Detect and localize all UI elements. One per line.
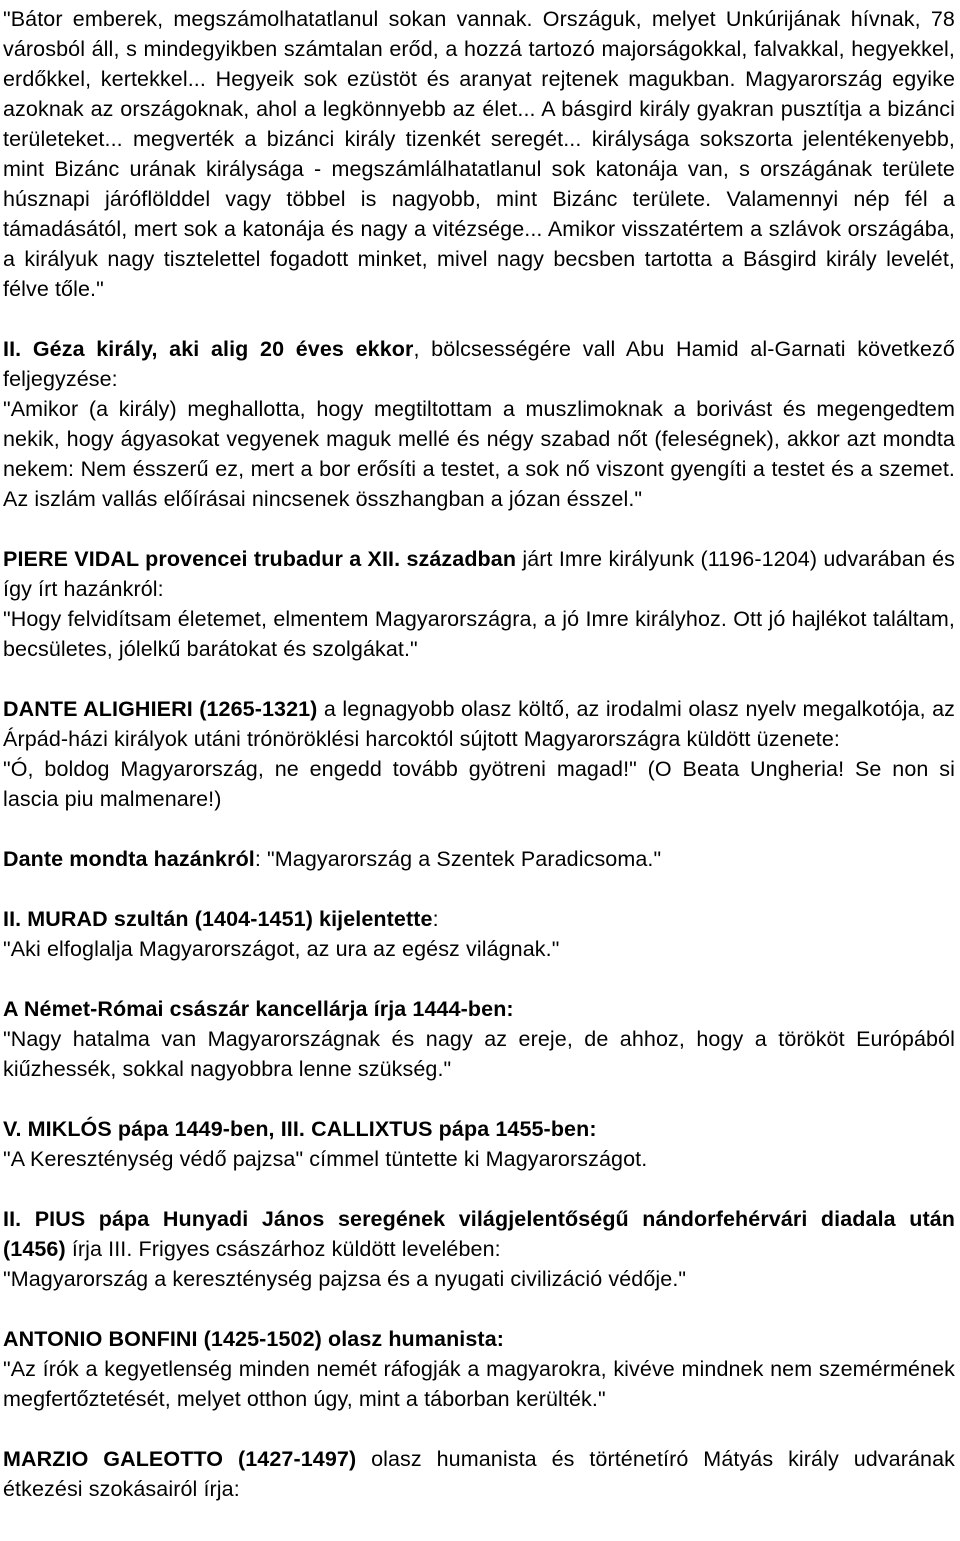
paragraph-quote xyxy=(3,1354,955,1414)
popes-block xyxy=(3,1114,955,1174)
bonfini-block xyxy=(3,1324,955,1414)
bold-lead: ANTONIO BONFINI (1425-1502) olasz humanista: xyxy=(3,1327,505,1351)
bold-lead: Dante mondta hazánkról xyxy=(3,847,255,871)
bold-lead: DANTE ALIGHIERI (1265-1321) xyxy=(3,697,318,721)
paragraph-text: , bölcsességére vall Abu Hamid al-Garnati következő feljegyzése: xyxy=(3,337,955,391)
bold-lead: A Német-Római császár kancellárja írja 1444-ben: xyxy=(3,997,514,1021)
vidal-block xyxy=(3,544,955,664)
paragraph-text: "Magyarország a kereszténység pajzsa és a nyugati civilizáció védője." xyxy=(3,1267,687,1291)
murad-block xyxy=(3,904,955,964)
paragraph-quote xyxy=(3,754,955,814)
paragraph-text: írja III. Frigyes császárhoz küldött levelében: xyxy=(65,1237,501,1261)
bold-lead: II. MURAD szultán (1404-1451) kijelentette xyxy=(3,907,433,931)
geza-block xyxy=(3,334,955,514)
paragraph-text: "Bátor emberek, megszámolhatatlanul sokan vannak. Országuk, melyet Unkúrijának hívnak, 78 városból áll, s mindegyikben számtalan erőd, a hozzá tartozó majorságokkal, falvakkal, hegyekkel, erdőkkel, kertekkel... Hegyeik sok ezüstöt és aranyat rejtenek magukban. Magyarország egyike azoknak az országoknak, ahol a legkönnyebb az élet... A básgird király gyakran pusztítja a bizánci területeket... megverték a bizánci király tizenkét seregét... királysága sokszorta jelentékenyebb, mint Bizánc urának királysága - megszámlálhatatlanul sok katonája van, s országának területe húsznapi járóflölddel vagy többel is nagyobb, mint Bizánc területe. Valamennyi nép fél a támadásától, mert sok a katonája és nagy a vitézsége... Amikor visszatértem a szlávok országába, a királyuk nagy tisztelettel fogadott minket, mivel nagy becsben tartotta a Básgird király levelét, félve tőle." xyxy=(3,7,955,301)
paragraph-heading xyxy=(3,1204,955,1264)
paragraph-text: : xyxy=(432,907,439,931)
paragraph-heading xyxy=(3,844,955,874)
paragraph-text: "Ó, boldog Magyarország, ne engedd tovább gyötreni magad!" (O Beata Ungheria! Se non si lascia piu malmenare!) xyxy=(3,757,955,811)
paragraph-text: "Amikor (a király) meghallotta, hogy megtiltottam a muszlimoknak a borivást és megengedtem nekik, hogy ágyasokat vegyenek maguk mellé és négy szabad nőt (feleségnek), akkor azt mondta nekem: Nem ésszerű ez, mert a bor erősíti a testet, a sok nő viszont gyengíti a testet és a szemet. Az iszlám vallás előírásai nincsenek összhangban a józan ésszel." xyxy=(3,397,955,511)
paragraph-heading xyxy=(3,1324,955,1354)
paragraph-heading xyxy=(3,544,955,604)
bold-lead: II. PIUS pápa Hunyadi János seregének világjelentőségű nándorfehérvári diadala után (1456) xyxy=(3,1207,955,1261)
paragraph-text: a legnagyobb olasz költő, az irodalmi olasz nyelv megalkotója, az Árpád-házi királyok utáni trónöröklési harcoktól sújtott Magyarországra küldött üzenete: xyxy=(3,697,955,751)
paragraph-quote xyxy=(3,934,955,964)
paragraph-quote xyxy=(3,1264,955,1294)
bold-lead: II. Géza király, aki alig 20 éves ekkor xyxy=(3,337,414,361)
paragraph-heading xyxy=(3,1444,955,1504)
paragraph xyxy=(3,4,955,304)
paragraph-heading xyxy=(3,904,955,934)
bold-lead: MARZIO GALEOTTO (1427-1497) xyxy=(3,1447,357,1471)
quote-hungary-block xyxy=(3,4,955,304)
paragraph-text: "A Kereszténység védő pajzsa" címmel tüntette ki Magyarországot. xyxy=(3,1147,648,1171)
pius-block xyxy=(3,1204,955,1294)
bold-lead: PIERE VIDAL provencei trubadur a XII. században xyxy=(3,547,517,571)
paragraph-quote xyxy=(3,604,955,664)
paragraph-quote xyxy=(3,1024,955,1084)
dante-block xyxy=(3,694,955,814)
galeotto-block xyxy=(3,1444,955,1504)
dante-paradise-block xyxy=(3,844,955,874)
paragraph-heading xyxy=(3,694,955,754)
paragraph-heading xyxy=(3,1114,955,1144)
paragraph-quote xyxy=(3,1144,955,1174)
paragraph-text: olasz humanista és történetíró Mátyás király udvarának étkezési szokásairól írja: xyxy=(3,1447,955,1501)
paragraph-text: járt Imre királyunk (1196-1204) udvarában és így írt hazánkról: xyxy=(3,547,955,601)
bold-lead: V. MIKLÓS pápa 1449-ben, III. CALLIXTUS pápa 1455-ben: xyxy=(3,1117,597,1141)
paragraph-text: "Nagy hatalma van Magyarországnak és nagy az ereje, de ahhoz, hogy a törököt Európából kiűzhessék, sokkal nagyobbra lenne szükség." xyxy=(3,1027,955,1081)
paragraph-text: "Az írók a kegyetlenség minden nemét ráfogják a magyarokra, kivéve mindnek nem szemérmének megfertőztetését, melyet otthon úgy, mint a táborban kerülték." xyxy=(3,1357,955,1411)
paragraph-quote xyxy=(3,394,955,514)
paragraph-text: "Hogy felvidítsam életemet, elmentem Magyarországra, a jó Imre királyhoz. Ott jó hajlékot találtam, becsületes, jólelkű barátokat és szolgákat." xyxy=(3,607,955,661)
paragraph-text: "Aki elfoglalja Magyarországot, az ura az egész világnak." xyxy=(3,937,560,961)
paragraph-heading xyxy=(3,994,955,1024)
paragraph-heading xyxy=(3,334,955,394)
paragraph-text: : "Magyarország a Szentek Paradicsoma." xyxy=(254,847,662,871)
chancellor-block xyxy=(3,994,955,1084)
document-page xyxy=(3,4,955,1534)
